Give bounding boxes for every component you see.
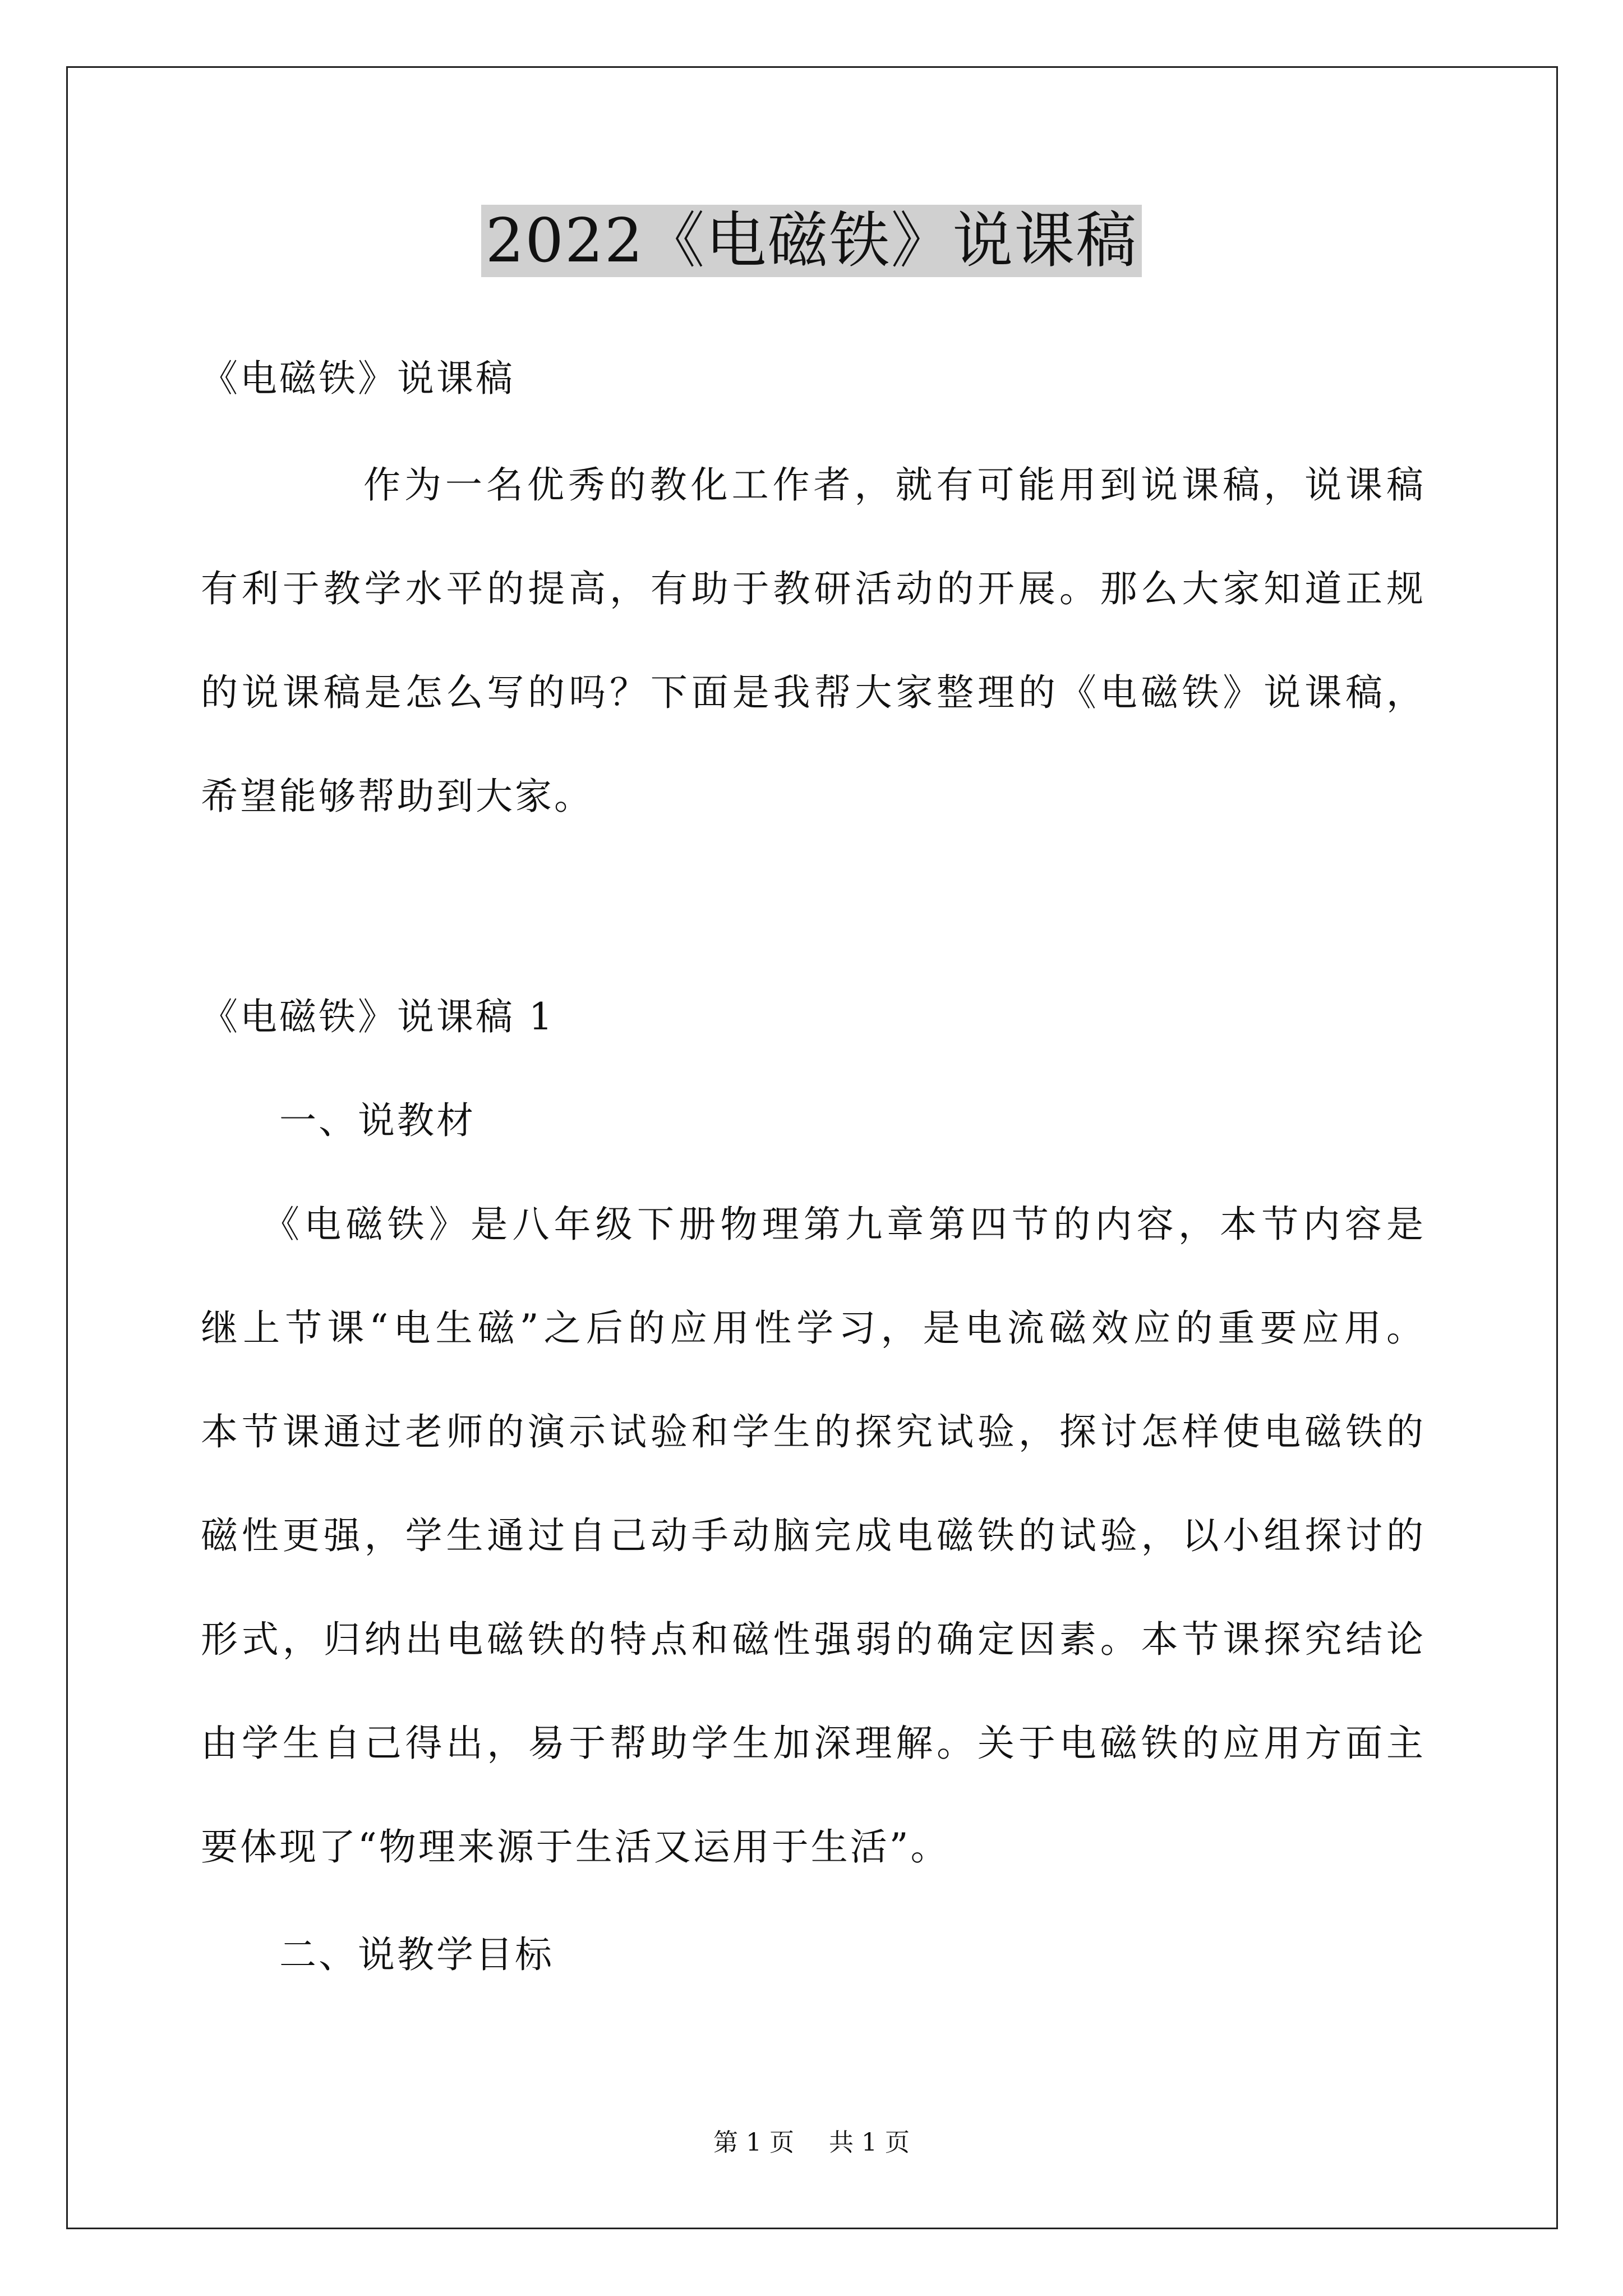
document-title-text: 2022《电磁铁》说课稿 <box>481 205 1142 277</box>
paragraph-line: 有利于教学水平的提高，有助于教研活动的开展。那么大家知道正规 <box>201 567 1423 610</box>
subsection-heading: 二、说教学目标 <box>279 1933 554 1976</box>
paragraph-line: 作为一名优秀的教化工作者，就有可能用到说课稿，说课稿 <box>363 463 1423 507</box>
paragraph-line: 希望能够帮助到大家。 <box>201 775 593 818</box>
paragraph-line: 继上节课“电生磁”之后的应用性学习，是电流磁效应的重要应用。 <box>201 1306 1423 1350</box>
page-number-current: 第 1 页 <box>713 2128 794 2157</box>
paragraph-line: 的说课稿是怎么写的吗？下面是我帮大家整理的《电磁铁》说课稿， <box>201 671 1423 714</box>
page-number-total: 共 1 页 <box>829 2128 910 2157</box>
page-footer <box>0 2126 1623 2160</box>
section-heading: 《电磁铁》说课稿 1 <box>201 995 555 1038</box>
paragraph-line: 要体现了“物理来源于生活又运用于生活”。 <box>201 1825 950 1869</box>
document-title <box>0 202 1623 280</box>
subsection-heading: 一、说教材 <box>279 1099 476 1142</box>
paragraph-line: 《电磁铁》是八年级下册物理第九章第四节的内容，本节内容是 <box>262 1203 1423 1246</box>
paragraph-line: 本节课通过老师的演示试验和学生的探究试验，探讨怎样使电磁铁的 <box>201 1410 1423 1453</box>
paragraph-line: 形式，归纳出电磁铁的特点和磁性强弱的确定因素。本节课探究结论 <box>201 1618 1423 1661</box>
subtitle-line: 《电磁铁》说课稿 <box>201 357 515 400</box>
paragraph-line: 磁性更强，学生通过自己动手动脑完成电磁铁的试验，以小组探讨的 <box>201 1514 1423 1557</box>
paragraph-line: 由学生自己得出，易于帮助学生加深理解。关于电磁铁的应用方面主 <box>201 1722 1423 1765</box>
